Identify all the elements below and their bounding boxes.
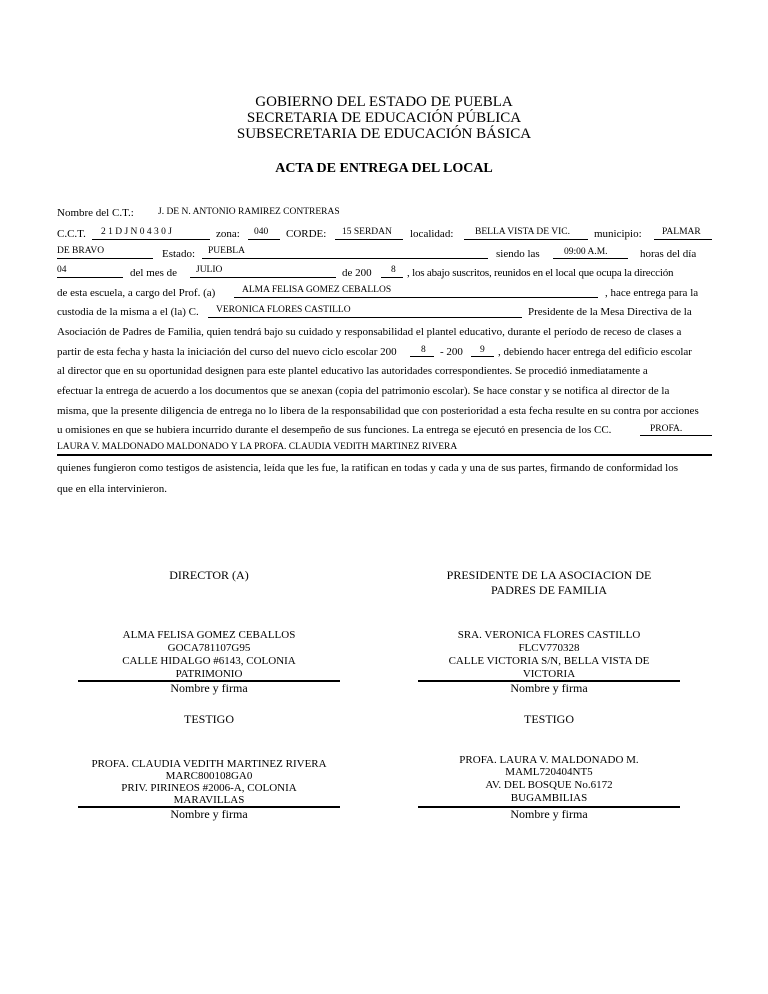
para-line-2: partir de esta fecha y hasta la iniciación del curso del nuevo ciclo escolar 200 bbox=[57, 346, 397, 358]
localidad-value: BELLA VISTA DE VIC. bbox=[475, 227, 570, 237]
mes-value: JULIO bbox=[196, 265, 223, 275]
estado-value: PUEBLA bbox=[208, 246, 245, 256]
cc-value-b: LAURA V. MALDONADO MALDONADO Y LA PROFA. CLAUDIA VEDITH MARTINEZ RIVERA bbox=[57, 442, 458, 452]
header-line-2: SECRETARIA DE EDUCACIÓN PÚBLICA bbox=[246, 110, 522, 126]
presidente-addr1: CALLE VICTORIA S/N, BELLA VISTA DE bbox=[448, 655, 650, 667]
presidente-rfc: FLCV770328 bbox=[518, 642, 580, 654]
corde-value: 15 SERDAN bbox=[342, 227, 392, 237]
nombre-value: J. DE N. ANTONIO RAMIREZ CONTRERAS bbox=[158, 207, 340, 217]
testigo1-addr1: PRIV. PIRINEOS #2006-A, COLONIA bbox=[121, 782, 297, 794]
para-line-2b: , debiendo hacer entrega del edificio escolar bbox=[498, 346, 692, 358]
cc-value-a: PROFA. bbox=[650, 424, 683, 434]
zona-label: zona: bbox=[216, 228, 240, 240]
para-line-6: u omisiones en que se hubiera incurrido durante el desempeño de sus funciones. La entrega se ejecutó en presencia de los CC. bbox=[57, 424, 612, 436]
custodia-value: VERONICA FLORES CASTILLO bbox=[216, 305, 351, 315]
presidente-role-1: PRESIDENTE DE LA ASOCIACION DE bbox=[446, 568, 652, 582]
municipio-label: municipio: bbox=[594, 228, 642, 240]
para-line-8: que en ella intervinieron. bbox=[57, 483, 167, 495]
siendo-label: siendo las bbox=[496, 248, 540, 260]
para-line-7: quienes fungieron como testigos de asistencia, leída que les fue, la ratifican en todas y cada y una de sus partes, firmando de conformidad los bbox=[57, 462, 678, 474]
testigo1-role: TESTIGO bbox=[184, 712, 234, 726]
prof-value: ALMA FELISA GOMEZ CEBALLOS bbox=[242, 285, 392, 295]
testigo2-addr1: AV. DEL BOSQUE No.6172 bbox=[485, 779, 613, 791]
cct-value: 2 1 D J N 0 4 3 0 J bbox=[101, 227, 172, 237]
anio-label: de 200 bbox=[342, 267, 372, 279]
director-addr1: CALLE HIDALGO #6143, COLONIA bbox=[122, 655, 296, 667]
testigo2-role: TESTIGO bbox=[524, 712, 574, 726]
director-addr2: PATRIMONIO bbox=[175, 668, 243, 680]
director-rfc: GOCA781107G95 bbox=[167, 642, 251, 654]
testigo2-addr2: BUGAMBILIAS bbox=[510, 792, 588, 804]
testigo2-rfc: MAML720404NT5 bbox=[505, 766, 593, 778]
testigo1-name: PROFA. CLAUDIA VEDITH MARTINEZ RIVERA bbox=[91, 758, 327, 770]
para-line-5: misma, que la presente diligencia de entrega no lo libera de la responsabilidad que con posterioridad a esta fecha resulte en su contra por acciones bbox=[57, 405, 699, 417]
para-line-4: efectuar la entrega de acuerdo a los documentos que se anexan (copia del patrimonio escolar). Se hace constar y se notifica al director de la bbox=[57, 385, 670, 397]
municipio-value-a: PALMAR bbox=[662, 227, 701, 237]
presidente-addr2: VICTORIA bbox=[522, 668, 576, 680]
ciclo-sep: - 200 bbox=[440, 346, 463, 358]
localidad-label: localidad: bbox=[410, 228, 454, 240]
reunidos-text: , los abajo suscritos, reunidos en el local que ocupa la dirección bbox=[407, 267, 674, 279]
testigo2-caption: Nombre y firma bbox=[510, 807, 588, 821]
estado-label: Estado: bbox=[162, 248, 195, 260]
escuela-text: de esta escuela, a cargo del Prof. (a) bbox=[57, 287, 216, 299]
director-name: ALMA FELISA GOMEZ CEBALLOS bbox=[122, 629, 296, 641]
anio-value: 8 bbox=[391, 265, 396, 275]
testigo1-rfc: MARC800108GA0 bbox=[165, 770, 253, 782]
director-caption: Nombre y firma bbox=[170, 681, 248, 695]
document-title: ACTA DE ENTREGA DEL LOCAL bbox=[275, 161, 493, 176]
testigo1-addr2: MARAVILLAS bbox=[173, 794, 245, 806]
header-line-3: SUBSECRETARIA DE EDUCACIÓN BÁSICA bbox=[236, 126, 532, 142]
dia-value: 04 bbox=[57, 265, 67, 275]
custodia-text: custodia de la misma a el (la) C. bbox=[57, 306, 199, 318]
para-line-3: al director que en su oportunidad designen para este plantel educativo las autoridades correspondientes. Se procedió inmediatamente a bbox=[57, 365, 648, 377]
horas-dia-label: horas del día bbox=[640, 248, 697, 260]
corde-label: CORDE: bbox=[286, 228, 327, 240]
presidente-caption: Nombre y firma bbox=[510, 681, 588, 695]
mes-label: del mes de bbox=[130, 267, 178, 279]
testigo2-name: PROFA. LAURA V. MALDONADO M. bbox=[459, 754, 639, 766]
presidente-role-2: PADRES DE FAMILIA bbox=[490, 583, 607, 597]
para-line-1: Asociación de Padres de Familia, quien tendrá bajo su cuidado y responsabilidad el plantel educativo, durante el período de receso de clases a bbox=[57, 326, 682, 338]
municipio-value-b: DE BRAVO bbox=[57, 246, 105, 256]
presidente-name: SRA. VERONICA FLORES CASTILLO bbox=[457, 629, 641, 641]
ciclo-b-value: 9 bbox=[480, 345, 485, 355]
header-line-1: GOBIERNO DEL ESTADO DE PUEBLA bbox=[255, 94, 513, 110]
presidente-text: Presidente de la Mesa Directiva de la bbox=[528, 306, 692, 318]
ciclo-a-value: 8 bbox=[421, 345, 426, 355]
zona-value: 040 bbox=[254, 227, 269, 237]
cct-label: C.C.T. bbox=[57, 228, 86, 240]
testigo1-caption: Nombre y firma bbox=[170, 807, 248, 821]
nombre-label: Nombre del C.T.: bbox=[57, 207, 134, 219]
hora-value: 09:00 A.M. bbox=[564, 247, 608, 257]
director-role: DIRECTOR (A) bbox=[169, 568, 249, 582]
entrega-text: , hace entrega para la bbox=[605, 287, 699, 299]
